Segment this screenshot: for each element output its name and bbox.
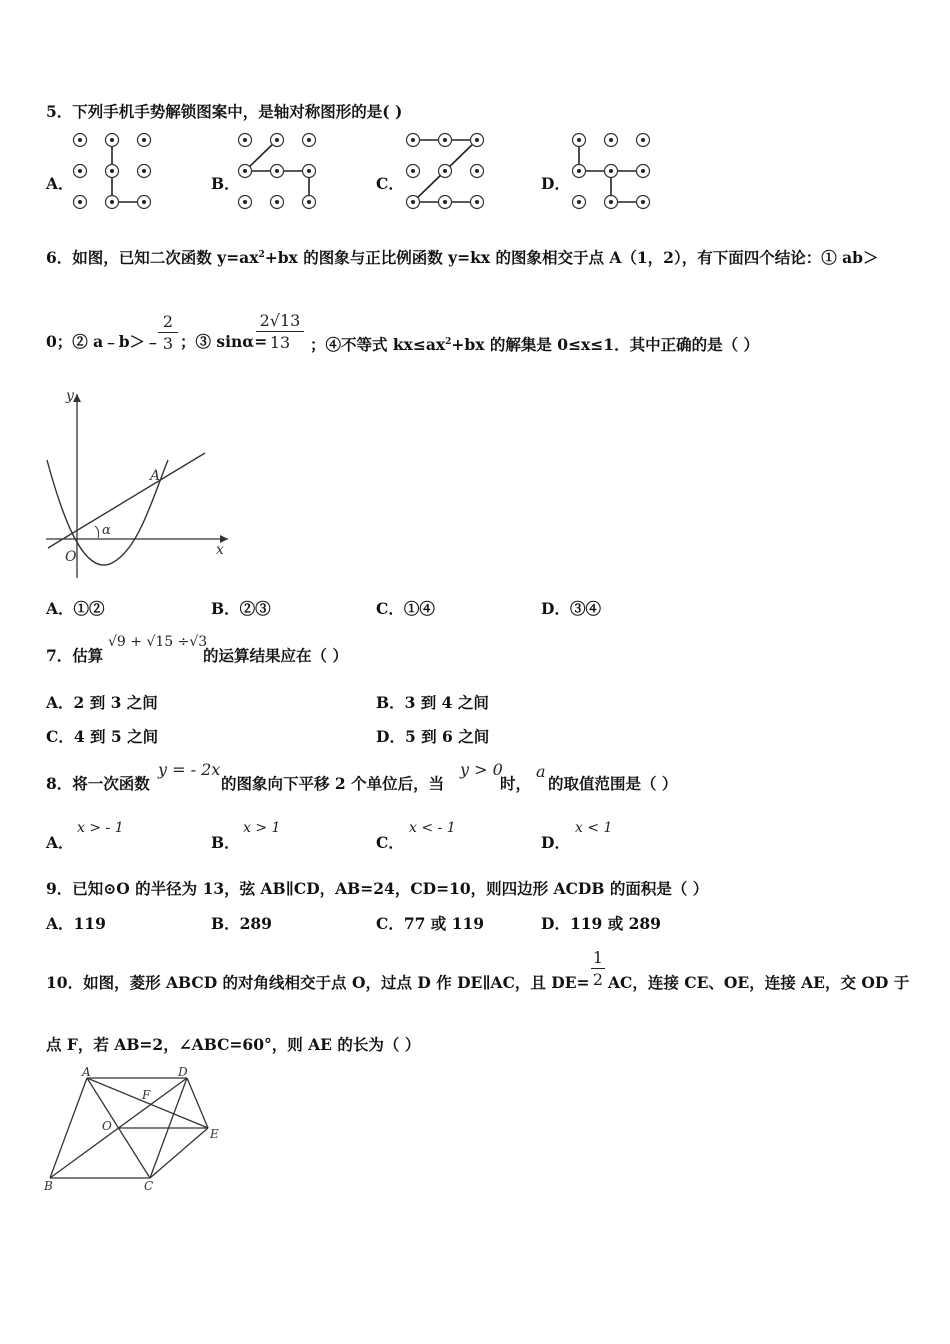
q6-line1-pre: 6．如图，已知二次函数 y=ax xyxy=(46,248,259,268)
q10-fig-label-d: D xyxy=(178,1065,188,1079)
pattern-dot-center xyxy=(577,169,581,173)
q7-option-b[interactable]: B．3 到 4 之间 xyxy=(376,693,489,712)
pattern-dot-center xyxy=(110,200,114,204)
q10-fig-label-f: F xyxy=(142,1088,151,1102)
q8-option-b-math: x > 1 xyxy=(243,820,281,836)
pattern-dot-center xyxy=(475,200,479,204)
q9-option-a[interactable]: A．119 xyxy=(46,914,106,933)
q6-line1-mid: +bx 的图象与正比例函数 y=kx 的图象相交于点 A（1，2），有下面四个结论：① ab＞ xyxy=(264,248,879,268)
q8-pre: 8．将一次函数 xyxy=(46,774,150,793)
q10-line1-pre: 10．如图，菱形 ABCD 的对角线相交于点 O，过点 D 作 DE∥AC，且 DE= xyxy=(46,973,590,992)
q10-frac-den: 2 xyxy=(592,970,604,989)
pattern-dot-center xyxy=(307,200,311,204)
pattern-dot-center xyxy=(275,200,279,204)
q8-mid2: 时， xyxy=(500,774,532,793)
q10-fig-label-e: E xyxy=(210,1127,219,1141)
q6-option-d[interactable]: D．③④ xyxy=(541,599,601,618)
q5-pattern-c xyxy=(405,132,485,212)
q8-option-d-label[interactable]: D． xyxy=(541,833,570,852)
q9-option-c[interactable]: C．77 或 119 xyxy=(376,914,485,933)
q6-fig-label-a: A xyxy=(150,468,161,484)
q10-fig-label-b: B xyxy=(44,1179,53,1193)
q6-line2-c-wrap xyxy=(310,332,759,355)
q6-line2-c: ；④不等式 kx≤ax xyxy=(310,335,446,355)
q6-frac-den: 3 xyxy=(162,334,174,353)
pattern-dot-center xyxy=(475,138,479,142)
q8-option-a-label[interactable]: A． xyxy=(46,833,74,852)
pattern-dot-center xyxy=(609,169,613,173)
q6-sin-den: 13 xyxy=(269,333,291,352)
q5-pattern-a xyxy=(72,132,152,212)
pattern-dot-center xyxy=(443,200,447,204)
pattern-dot-center xyxy=(142,200,146,204)
pattern-dot-center xyxy=(307,138,311,142)
q6-fig-label-alpha: α xyxy=(102,523,111,538)
q10-frac-num: 1 xyxy=(592,948,604,967)
q8-option-a-math: x > - 1 xyxy=(77,820,124,836)
q6-sup: 2 xyxy=(258,250,265,260)
q6-fig-label-o: O xyxy=(65,549,77,565)
q9-stem: 9．已知⊙O 的半径为 13，弦 AB∥CD，AB=24，CD=10，则四边形 ACDB 的面积是（ ） xyxy=(46,879,709,898)
q8-post: 的取值范围是（ ） xyxy=(548,774,678,793)
q6-sin-fraction xyxy=(256,311,304,352)
pattern-dot-center xyxy=(243,200,247,204)
q7-post: 的运算结果应在（ ） xyxy=(203,646,348,665)
pattern-dot-center xyxy=(641,169,645,173)
q5-option-a-label[interactable]: A． xyxy=(46,174,74,193)
q8-option-c-math: x < - 1 xyxy=(409,820,456,836)
pattern-dot-center xyxy=(142,138,146,142)
q6-fig-label-x: x xyxy=(216,542,224,558)
pattern-dot-center xyxy=(443,138,447,142)
q10-fig-label-c: C xyxy=(144,1179,154,1193)
q10-line1-post: AC，连接 CE、OE，连接 AE，交 OD 于 xyxy=(608,973,910,992)
q6-graph-figure xyxy=(40,388,240,583)
q8-var: a xyxy=(536,762,546,781)
q10-fig-label-o: O xyxy=(102,1119,112,1133)
q8-option-b-label[interactable]: B． xyxy=(211,833,240,852)
q6-option-c[interactable]: C．①④ xyxy=(376,599,435,618)
pattern-dot-center xyxy=(110,138,114,142)
q7-option-a[interactable]: A．2 到 3 之间 xyxy=(46,693,158,712)
q10-fig-label-a: A xyxy=(82,1065,91,1079)
q7-pre: 7．估算 xyxy=(46,646,104,665)
q7-option-c[interactable]: C．4 到 5 之间 xyxy=(46,727,159,746)
q6-sin-num: 2√13 xyxy=(259,311,301,330)
pattern-dot-center xyxy=(609,138,613,142)
pattern-dot-center xyxy=(243,138,247,142)
pattern-dot-center xyxy=(411,138,415,142)
q5-pattern-d xyxy=(571,132,651,212)
pattern-dot-center xyxy=(609,200,613,204)
pattern-dot-center xyxy=(110,169,114,173)
q6-line2-a: 0；② a﹣b＞﹣ xyxy=(46,332,161,351)
pattern-dot-center xyxy=(577,200,581,204)
pattern-dot-center xyxy=(78,200,82,204)
pattern-dot-center xyxy=(411,200,415,204)
q5-option-d-label[interactable]: D． xyxy=(541,174,570,193)
pattern-dot-center xyxy=(78,169,82,173)
q7-expression: √9 + √15 ÷√3 xyxy=(108,634,208,650)
q6-fig-label-y: y xyxy=(66,388,74,404)
q8-function: y = - 2x xyxy=(158,760,221,779)
q6-frac-num: 2 xyxy=(162,312,174,331)
q5-pattern-b xyxy=(237,132,317,212)
q6-fraction xyxy=(158,312,178,353)
pattern-dot-center xyxy=(142,169,146,173)
pattern-dot-center xyxy=(275,138,279,142)
q7-option-d[interactable]: D．5 到 6 之间 xyxy=(376,727,490,746)
pattern-dot-center xyxy=(411,169,415,173)
q6-option-a[interactable]: A．①② xyxy=(46,599,105,618)
q6-sup-2: 2 xyxy=(445,337,452,347)
q6-line1 xyxy=(46,245,879,268)
q8-condition: y > 0 xyxy=(460,760,503,779)
pattern-dot-center xyxy=(577,138,581,142)
pattern-dot-center xyxy=(443,169,447,173)
q6-line2-d: +bx 的解集是 0≤x≤1．其中正确的是（ ） xyxy=(451,335,759,355)
q5-stem: 5．下列手机手势解锁图案中，是轴对称图形的是( ) xyxy=(46,102,403,121)
q10-line2: 点 F，若 AB=2，∠ABC=60°，则 AE 的长为（ ） xyxy=(46,1035,421,1054)
pattern-dot-center xyxy=(275,169,279,173)
pattern-dot-center xyxy=(78,138,82,142)
q5-option-b-label[interactable]: B． xyxy=(211,174,240,193)
q8-mid: 的图象向下平移 2 个单位后，当 xyxy=(221,774,445,793)
q5-option-c-label[interactable]: C． xyxy=(376,174,404,193)
pattern-dot-center xyxy=(641,200,645,204)
pattern-dot-center xyxy=(243,169,247,173)
q8-option-c-label[interactable]: C． xyxy=(376,833,404,852)
q6-option-b[interactable]: B．②③ xyxy=(211,599,271,618)
q9-option-b[interactable]: B．289 xyxy=(211,914,272,933)
pattern-dot-center xyxy=(641,138,645,142)
pattern-dot-center xyxy=(307,169,311,173)
q6-line2-b: ；③ sinα= xyxy=(180,332,268,351)
q10-fraction xyxy=(591,948,605,989)
q8-option-d-math: x < 1 xyxy=(575,820,613,836)
q9-option-d[interactable]: D．119 或 289 xyxy=(541,914,661,933)
pattern-dot-center xyxy=(475,169,479,173)
q10-rhombus-figure xyxy=(40,1066,230,1196)
